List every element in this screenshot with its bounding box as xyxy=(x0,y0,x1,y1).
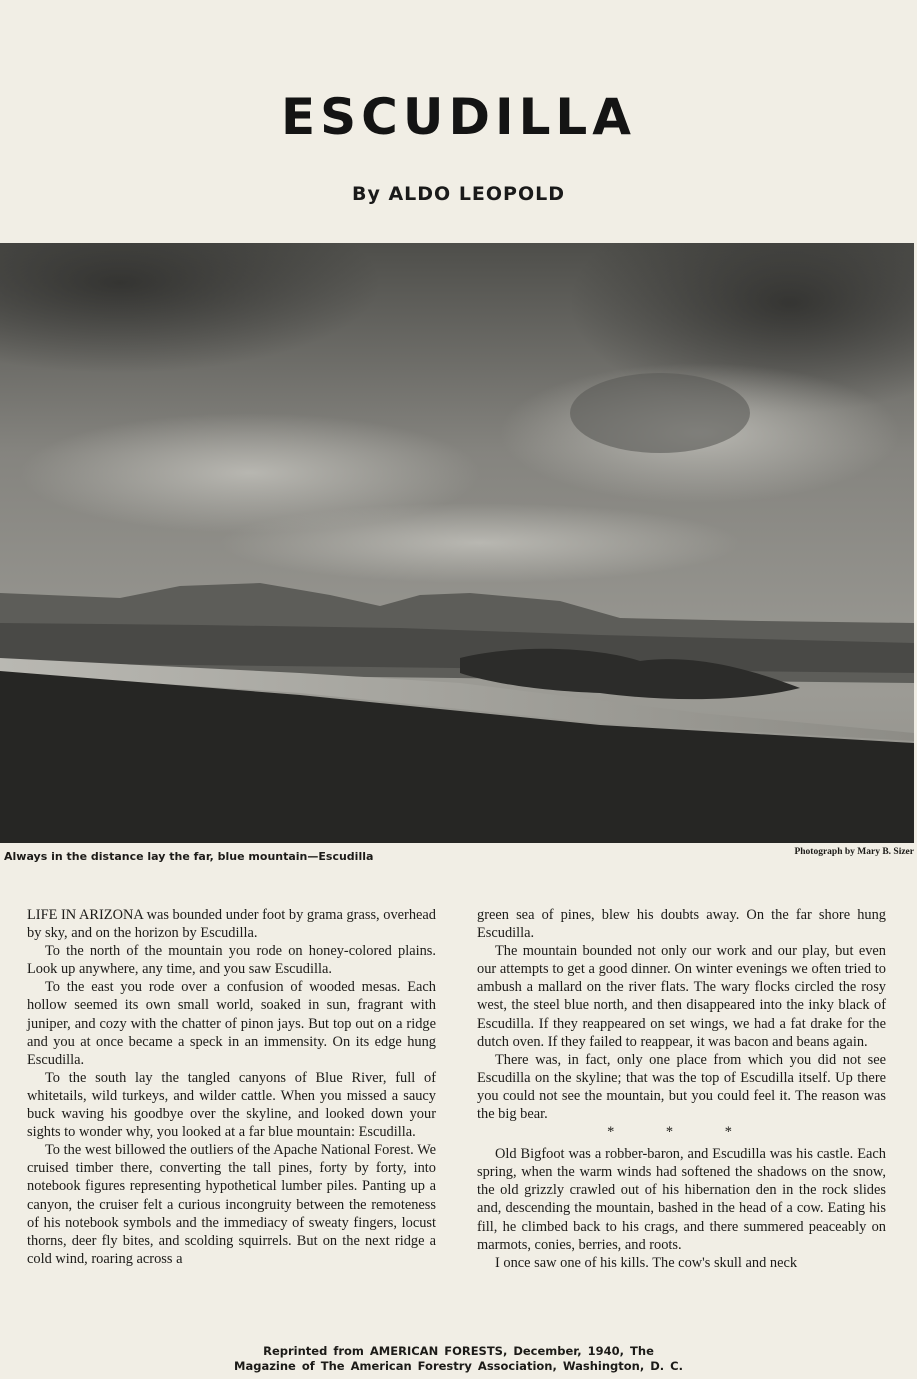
photo-caption: Always in the distance lay the far, blue mountain—Escudilla xyxy=(4,850,374,863)
author-byline: By ALDO LEOPOLD xyxy=(351,183,566,205)
landscape-photo xyxy=(0,243,914,843)
reprint-line-1: Reprinted from AMERICAN FORESTS, December, 1940, The xyxy=(263,1344,654,1358)
right-text-column xyxy=(477,906,886,1272)
paragraph: To the east you rode over a confusion of wooded mesas. Each hollow seemed its own small world, soaked in sun, fragrant with juniper, and cozy with the chatter of pinon jays. But top out on a ridge and you at once became a speck in an immensity. On its edge hung Escudilla. xyxy=(27,979,436,1068)
paragraph: LIFE IN ARIZONA was bounded under foot by grama grass, overhead by sky, and on the horizon by Escudilla. xyxy=(27,907,436,942)
paragraph: To the west billowed the outliers of the Apache National Forest. We cruised timber there, converting the tall pines, forty by forty, into notebook figures representing hypothetical lumber piles. Panting up a canyon, the cruiser felt a curious incongruity between the remoteness of his notebook symbols and the immediacy of sweaty fingers, locust thorns, deer fly bites, and scolding squirrels. But on the next ridge a cold wind, roaring across a xyxy=(27,1142,436,1267)
paragraph: The mountain bounded not only our work and our play, but even our attempts to get a good dinner. On winter evenings we often tried to ambush a mallard on the river flats. The wary flocks circled the rosy west, the steel blue north, and then disappeared into the inky black of Escudilla. If they reappeared on set wings, we had a fat drake for the dutch oven. If they failed to reappear, it was bacon and beans again. xyxy=(477,943,886,1050)
reprint-line-2: Magazine of The American Forestry Association, Washington, D. C. xyxy=(234,1359,683,1373)
left-text-column xyxy=(27,906,436,1268)
paragraph: green sea of pines, blew his doubts away. On the far shore hung Escudilla. xyxy=(477,907,886,942)
photo-credit: Photograph by Mary B. Sizer xyxy=(794,847,914,857)
paragraph: To the north of the mountain you rode on honey-colored plains. Look up anywhere, any time, and you saw Escudilla. xyxy=(27,943,436,978)
section-separator: * * * xyxy=(607,1124,756,1141)
reprint-notice xyxy=(0,1344,917,1374)
article-title: ESCUDILLA xyxy=(281,88,636,146)
paragraph: There was, in fact, only one place from which you did not see Escudilla on the skyline; that was the top of Escudilla itself. Up there you could not see the mountain, but you could feel it. The reason was the big bear. xyxy=(477,1051,886,1123)
paragraph: Old Bigfoot was a robber-baron, and Escudilla was his castle. Each spring, when the warm winds had softened the shadows on the snow, the old grizzly crawled out of his hibernation den in the rock slides and, descending the mountain, bashed in the head of a cow. Eating his fill, he climbed back to his crags, and there summered peaceably on marmots, conies, berries, and roots. xyxy=(477,1146,886,1253)
paragraph: I once saw one of his kills. The cow's skull and neck xyxy=(495,1254,798,1271)
paragraph: To the south lay the tangled canyons of Blue River, full of whitetails, wild turkeys, and wilder cattle. When you missed a saucy buck waving his goodbye over the skyline, and looked down your sights to wonder why, you looked at a far blue mountain: Escudilla. xyxy=(27,1069,436,1141)
